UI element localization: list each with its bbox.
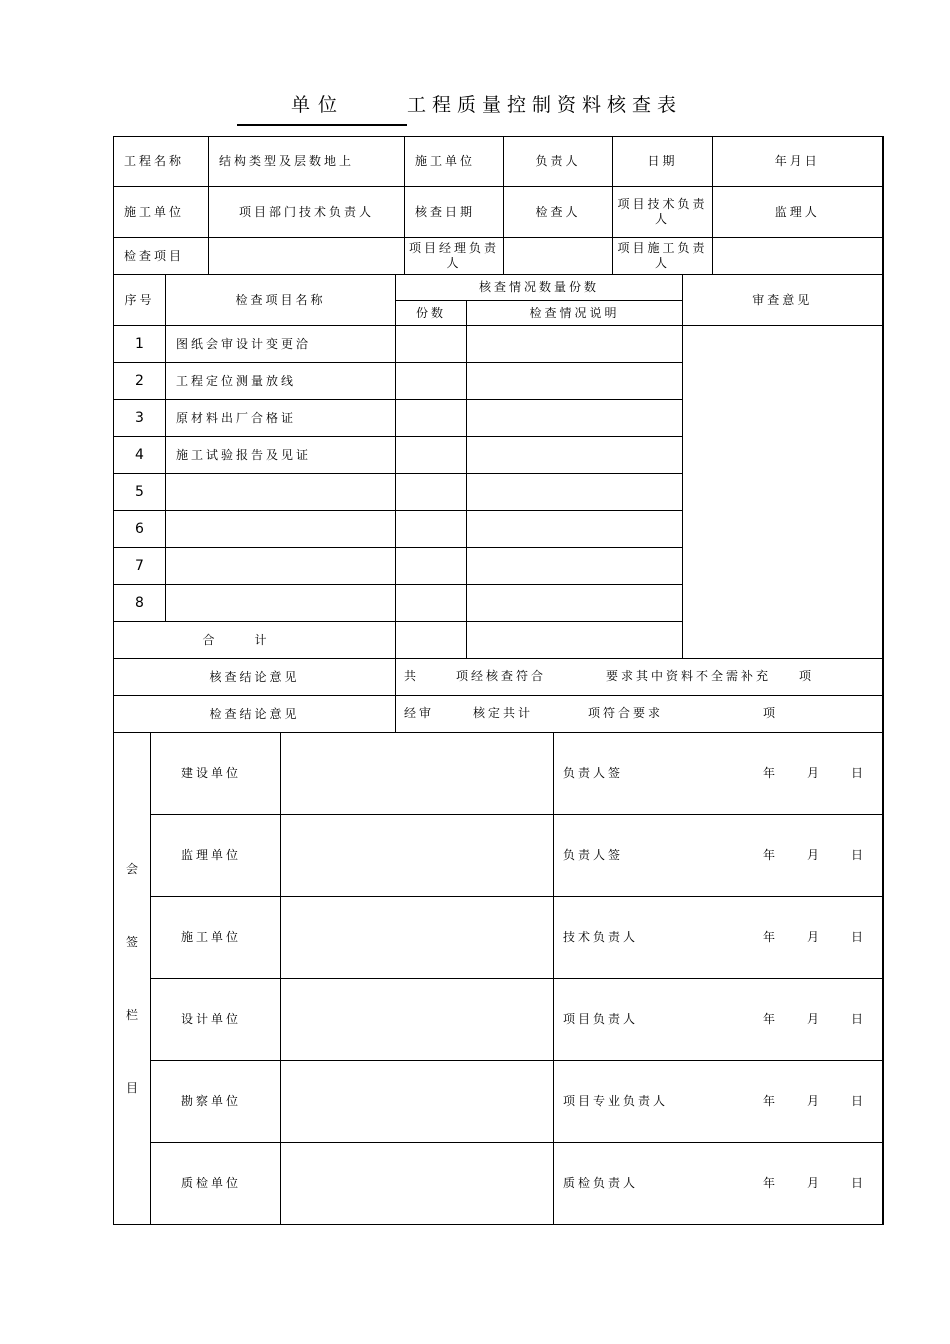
label-date: 日期 [613, 137, 713, 187]
row-count-cell[interactable] [396, 400, 467, 437]
sign-cell[interactable] [554, 1143, 883, 1225]
date-month: 月 [807, 1176, 823, 1190]
row-item[interactable] [166, 585, 396, 622]
sign-cell[interactable] [554, 1061, 883, 1143]
sign-role: 勘察单位 [151, 1061, 281, 1143]
summary-part-b: 核定共计 [473, 706, 534, 720]
sign-side-label [114, 733, 151, 1225]
row-result-cell[interactable] [467, 400, 683, 437]
sign-row [114, 897, 883, 979]
title-main: 工程质量控制资料核查表 [407, 94, 683, 116]
sign-role: 监理单位 [151, 815, 281, 897]
row-no: 2 [114, 363, 166, 400]
sign-label: 技术负责人 [563, 930, 639, 944]
row-item: 原材料出厂合格证 [166, 400, 396, 437]
row-no: 4 [114, 437, 166, 474]
col-header-item: 检查项目名称 [166, 275, 396, 326]
sign-row [114, 1061, 883, 1143]
row-count-cell[interactable] [396, 511, 467, 548]
date-year: 年 [763, 1176, 779, 1190]
label-inspector: 检查人 [504, 187, 613, 238]
summary-part-d: 项 [763, 706, 779, 720]
value-tech-manager[interactable]: 项目部门技术负责人 [209, 187, 405, 238]
sign-cell[interactable] [554, 979, 883, 1061]
sign-cell[interactable] [554, 897, 883, 979]
summary-text[interactable] [396, 696, 883, 733]
label-project-name: 工程名称 [114, 137, 209, 187]
label-check-item: 检查项目 [114, 238, 209, 275]
row-count-cell[interactable] [396, 363, 467, 400]
row-item[interactable] [166, 474, 396, 511]
title-unit: 单位 [291, 94, 346, 116]
date-day: 日 [851, 1094, 867, 1108]
row-item: 施工试验报告及见证 [166, 437, 396, 474]
row-count-cell[interactable] [396, 585, 467, 622]
col-header-no: 序号 [114, 275, 166, 326]
header-table [113, 136, 884, 275]
summary-part-d: 项 [799, 669, 815, 683]
col-header-group: 核查情况数量份数 [396, 275, 683, 301]
date-day: 日 [851, 930, 867, 944]
row-result-cell[interactable] [467, 437, 683, 474]
label-check-date: 核查日期 [405, 187, 504, 238]
date-year: 年 [763, 1094, 779, 1108]
label-project-manager: 项目经理负责人 [405, 238, 504, 275]
total-label: 合计 [114, 622, 396, 659]
label-construction-unit: 施工单位 [114, 187, 209, 238]
col-header-result: 检查情况说明 [467, 301, 683, 326]
summary-table [113, 658, 884, 733]
sign-label: 项目负责人 [563, 1012, 639, 1026]
row-item[interactable] [166, 548, 396, 585]
summary-label: 检查结论意见 [114, 696, 396, 733]
summary-part-a: 经审 [404, 706, 435, 720]
summary-part-c: 项符合要求 [588, 706, 664, 720]
sign-label: 项目专业负责人 [563, 1094, 669, 1108]
date-year: 年 [763, 766, 779, 780]
summary-label: 核查结论意见 [114, 659, 396, 696]
date-month: 月 [807, 766, 823, 780]
row-no: 7 [114, 548, 166, 585]
sign-area[interactable] [281, 979, 554, 1061]
row-no: 3 [114, 400, 166, 437]
row-item: 工程定位测量放线 [166, 363, 396, 400]
sign-label: 负责人签 [563, 848, 624, 862]
row-no: 1 [114, 326, 166, 363]
label-project-tech-manager: 项目技术负责人 [613, 187, 713, 238]
sign-label: 负责人签 [563, 766, 624, 780]
date-year: 年 [763, 848, 779, 862]
signature-table [113, 732, 884, 1225]
value-date[interactable]: 年月日 [713, 137, 883, 187]
col-header-remark: 审查意见 [683, 275, 883, 326]
row-no: 5 [114, 474, 166, 511]
summary-part-c: 要求其中资料不全需补充 [606, 669, 772, 683]
sign-label: 质检负责人 [563, 1176, 639, 1190]
date-month: 月 [807, 1012, 823, 1026]
row-result-cell[interactable] [467, 511, 683, 548]
summary-row [114, 696, 883, 733]
sign-role: 建设单位 [151, 733, 281, 815]
row-count-cell[interactable] [396, 548, 467, 585]
value-check-item[interactable] [209, 238, 405, 275]
sign-area[interactable] [281, 1061, 554, 1143]
date-day: 日 [851, 1012, 867, 1026]
value-project-manager[interactable] [504, 238, 613, 275]
form-title [0, 90, 950, 120]
summary-row [114, 659, 883, 696]
table-row [114, 326, 883, 363]
row-item: 图纸会审设计变更洽 [166, 326, 396, 363]
value-structure[interactable]: 结构类型及层数地上 [209, 137, 405, 187]
sign-role: 质检单位 [151, 1143, 281, 1225]
sign-role: 设计单位 [151, 979, 281, 1061]
sign-row [114, 733, 883, 815]
label-contractor: 施工单位 [405, 137, 504, 187]
sign-cell[interactable] [554, 733, 883, 815]
total-count-cell[interactable] [396, 622, 467, 659]
row-result-cell[interactable] [467, 474, 683, 511]
row-result-cell[interactable] [467, 548, 683, 585]
sign-row [114, 979, 883, 1061]
date-month: 月 [807, 930, 823, 944]
row-item[interactable] [166, 511, 396, 548]
sign-area[interactable] [281, 733, 554, 815]
sign-area[interactable] [281, 897, 554, 979]
value-site-manager[interactable] [713, 238, 883, 275]
date-year: 年 [763, 1012, 779, 1026]
sign-area[interactable] [281, 1143, 554, 1225]
row-result-cell[interactable] [467, 585, 683, 622]
remark-cell[interactable] [683, 326, 883, 659]
summary-part-b: 项经核查符合 [456, 669, 547, 683]
summary-text[interactable] [396, 659, 883, 696]
date-month: 月 [807, 848, 823, 862]
row-result-cell[interactable] [467, 326, 683, 363]
date-year: 年 [763, 930, 779, 944]
sign-cell[interactable] [554, 815, 883, 897]
date-day: 日 [851, 848, 867, 862]
date-day: 日 [851, 1176, 867, 1190]
row-count-cell[interactable] [396, 474, 467, 511]
date-day: 日 [851, 766, 867, 780]
label-supervisor: 监理人 [713, 187, 883, 238]
row-no: 8 [114, 585, 166, 622]
title-underline [237, 124, 407, 126]
row-count-cell[interactable] [396, 437, 467, 474]
sign-role: 施工单位 [151, 897, 281, 979]
inspection-form [113, 136, 882, 1225]
sign-row [114, 1143, 883, 1225]
row-result-cell[interactable] [467, 363, 683, 400]
label-person-in-charge: 负责人 [504, 137, 613, 187]
sign-side-text: 会签栏目 [125, 861, 138, 1095]
row-no: 6 [114, 511, 166, 548]
date-month: 月 [807, 1094, 823, 1108]
items-table [113, 274, 884, 659]
col-header-count: 份数 [396, 301, 467, 326]
row-count-cell[interactable] [396, 326, 467, 363]
sign-area[interactable] [281, 815, 554, 897]
sign-row [114, 815, 883, 897]
label-site-manager: 项目施工负责人 [613, 238, 713, 275]
summary-part-a: 共 [404, 669, 420, 683]
total-result-cell[interactable] [467, 622, 683, 659]
